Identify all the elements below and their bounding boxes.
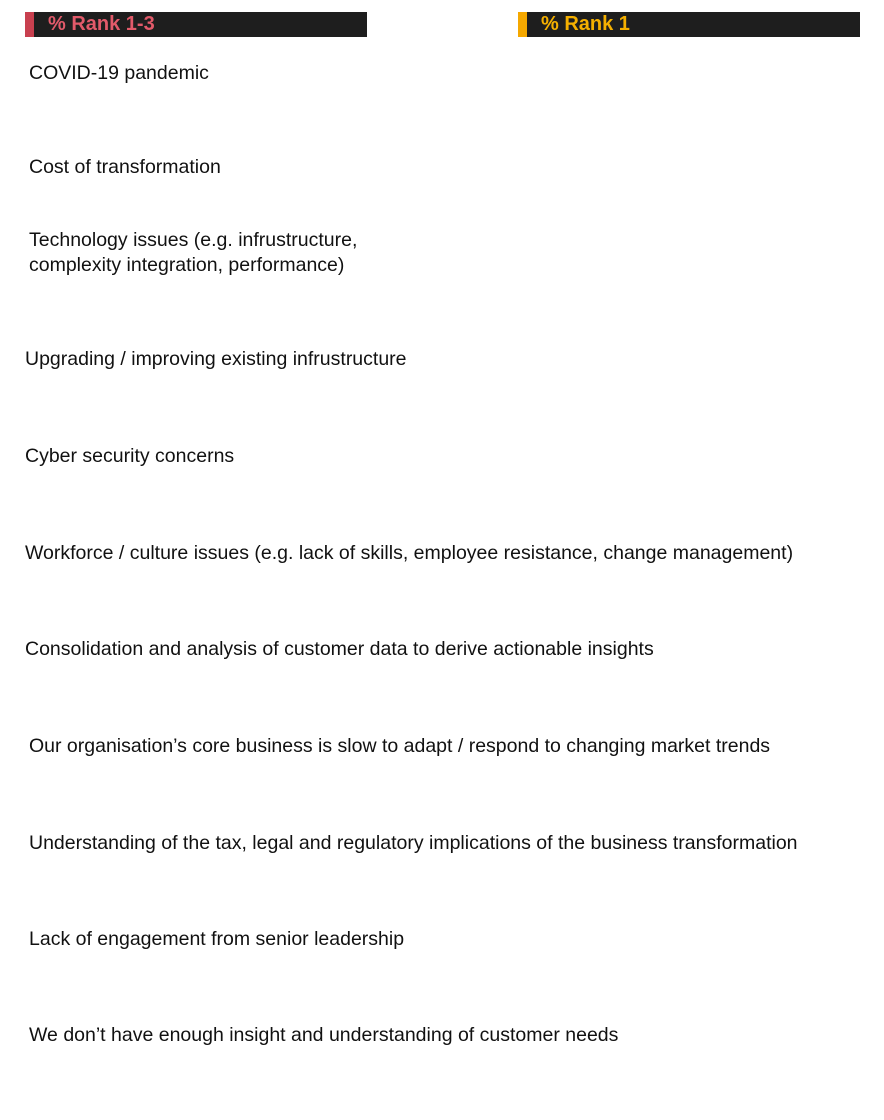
category-label-workforce: Workforce / culture issues (e.g. lack of skills, employee resistance, change management) [25,542,794,564]
category-label-cost: Cost of transformation [29,156,221,178]
category-label-cyber-security: Cyber security concerns [25,445,235,467]
legend-rank-1-3-label: % Rank 1-3 [48,13,155,35]
category-label-customer-insight: We don’t have enough insight and understanding of customer needs [29,1024,619,1046]
legend-rank-1 [518,12,860,37]
legend-rank-1-3-swatch [25,12,34,37]
legend-rank-1-label: % Rank 1 [541,13,630,35]
category-label-core-business: Our organisation’s core business is slow to adapt / respond to changing market trends [29,735,771,757]
legend-rank-1-3 [25,12,367,37]
category-label-technology-line-1: Technology issues (e.g. infrustructure, [29,229,358,251]
category-label-technology-line-2: complexity integration, performance) [29,254,345,276]
category-label-senior-leadership: Lack of engagement from senior leadership [29,928,405,950]
category-label-covid: COVID-19 pandemic [29,62,209,84]
legend-rank-1-swatch [518,12,527,37]
category-label-consolidation: Consolidation and analysis of customer data to derive actionable insights [25,638,654,660]
category-label-upgrading: Upgrading / improving existing infrustructure [25,348,407,370]
category-label-tax-legal: Understanding of the tax, legal and regulatory implications of the business transformation [29,832,798,854]
